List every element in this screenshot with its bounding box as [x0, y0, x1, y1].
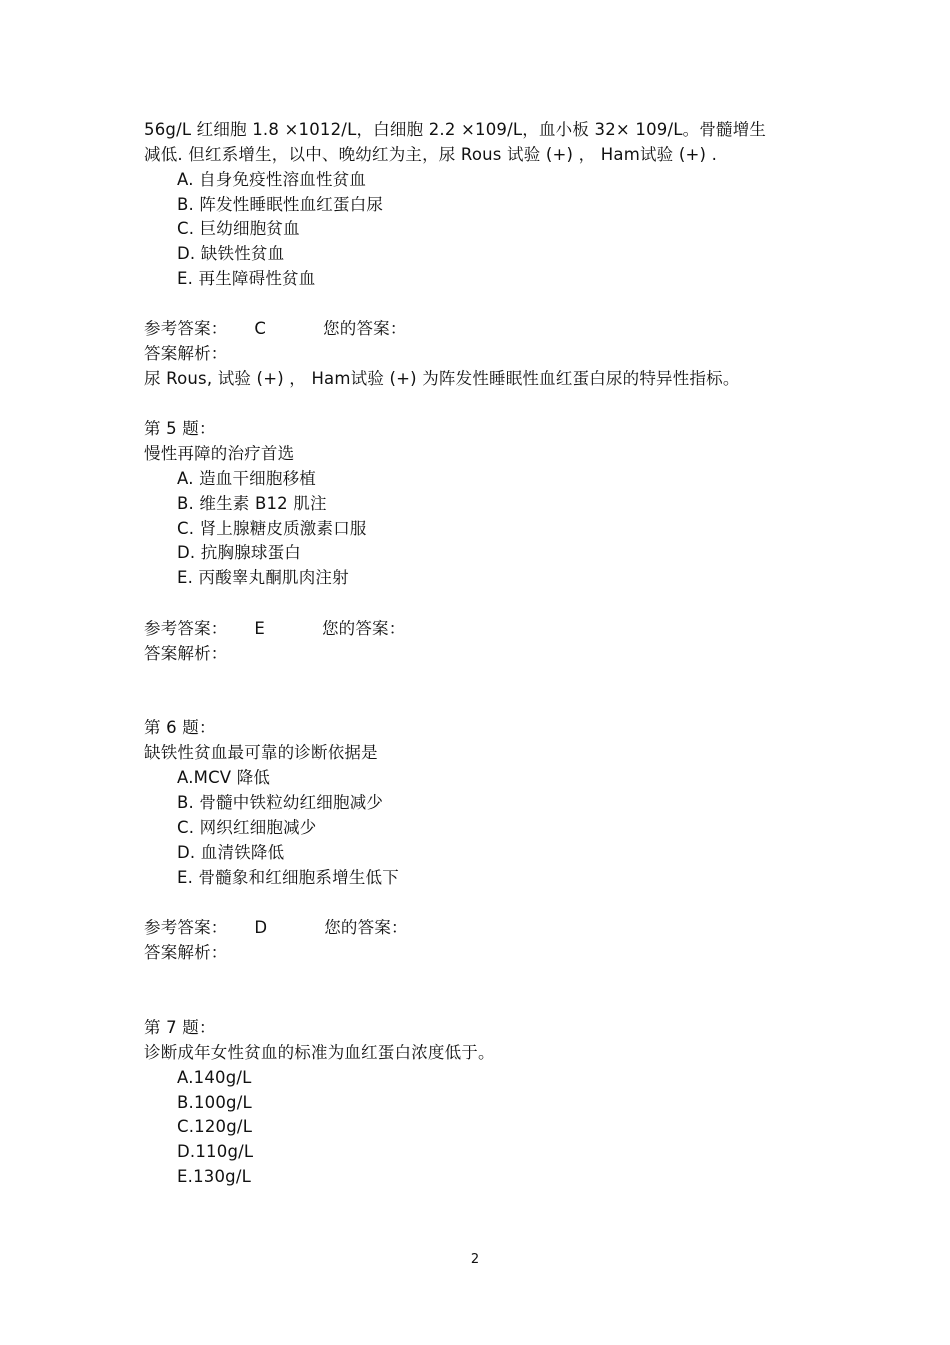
q4-your-answer-label: 您的答案：	[323, 319, 407, 338]
q6-title: 第 6 题：	[144, 718, 216, 737]
q4-stem-line2: 减低. 但红系增生，以中、晚幼红为主，尿 Rous 试验 (+) ， Ham试验 (+) .	[144, 145, 718, 164]
q5-explanation-label: 答案解析：	[144, 644, 228, 663]
q6-stem: 缺铁性贫血最可靠的诊断依据是	[144, 743, 378, 762]
q4-stem-line1: 56g/L 红细胞 1.8 ×1012/L，白细胞 2.2 ×109/L，血小板 32× 109/L。骨髓增生	[144, 120, 767, 139]
q5-answer-value: E	[254, 619, 266, 638]
q4-option-c: C. 巨幼细胞贫血	[177, 219, 300, 238]
q5-stem: 慢性再障的治疗首选	[144, 444, 295, 463]
q6-option-b: B. 骨髓中铁粒幼红细胞减少	[177, 793, 384, 812]
q7-option-e: E.130g/L	[177, 1167, 251, 1186]
q7-option-a: A.140g/L	[177, 1068, 252, 1087]
q5-option-a: A. 造血干细胞移植	[177, 469, 316, 488]
q6-option-a: A.MCV 降低	[177, 768, 271, 787]
q4-explanation-text: 尿 Rous, 试验 (+) ， Ham试验 (+) 为阵发性睡眠性血红蛋白尿的特异性指标。	[144, 369, 740, 388]
q4-answer-value: C	[254, 319, 267, 338]
q6-answer-label: 参考答案：	[144, 918, 228, 937]
q6-option-c: C. 网织红细胞减少	[177, 818, 317, 837]
q4-answer-row	[144, 318, 407, 340]
q7-title: 第 7 题：	[144, 1018, 216, 1037]
q5-answer-row	[144, 618, 405, 640]
q4-option-b: B. 阵发性睡眠性血红蛋白尿	[177, 195, 384, 214]
q4-option-a: A. 自身免疫性溶血性贫血	[177, 170, 367, 189]
q6-option-e: E. 骨髓象和红细胞系增生低下	[177, 868, 399, 887]
q5-option-b: B. 维生素 B12 肌注	[177, 494, 327, 513]
q5-your-answer-label: 您的答案：	[321, 619, 406, 638]
q5-answer-label: 参考答案：	[144, 619, 228, 638]
q4-answer-label: 参考答案：	[144, 319, 228, 338]
q5-option-c: C. 肾上腺糖皮质激素口服	[177, 519, 367, 538]
q5-option-e: E. 丙酸睾丸酮肌肉注射	[177, 568, 349, 587]
q4-explanation-label: 答案解析：	[144, 344, 228, 363]
q4-option-e: E. 再生障碍性贫血	[177, 269, 316, 288]
q7-option-b: B.100g/L	[177, 1093, 252, 1112]
q6-answer-row	[144, 917, 408, 939]
q6-answer-value: D	[254, 918, 268, 937]
q7-option-c: C.120g/L	[177, 1117, 253, 1136]
q5-option-d: D. 抗胸腺球蛋白	[177, 543, 301, 562]
q6-explanation-label: 答案解析：	[144, 943, 228, 962]
q7-option-d: D.110g/L	[177, 1142, 254, 1161]
q5-title: 第 5 题：	[144, 419, 216, 438]
q6-your-answer-label: 您的答案：	[324, 918, 408, 937]
q4-option-d: D. 缺铁性贫血	[177, 244, 285, 263]
q7-stem: 诊断成年女性贫血的标准为血红蛋白浓度低于。	[144, 1043, 495, 1062]
page-number: 2	[470, 1252, 480, 1267]
q6-option-d: D. 血清铁降低	[177, 843, 285, 862]
